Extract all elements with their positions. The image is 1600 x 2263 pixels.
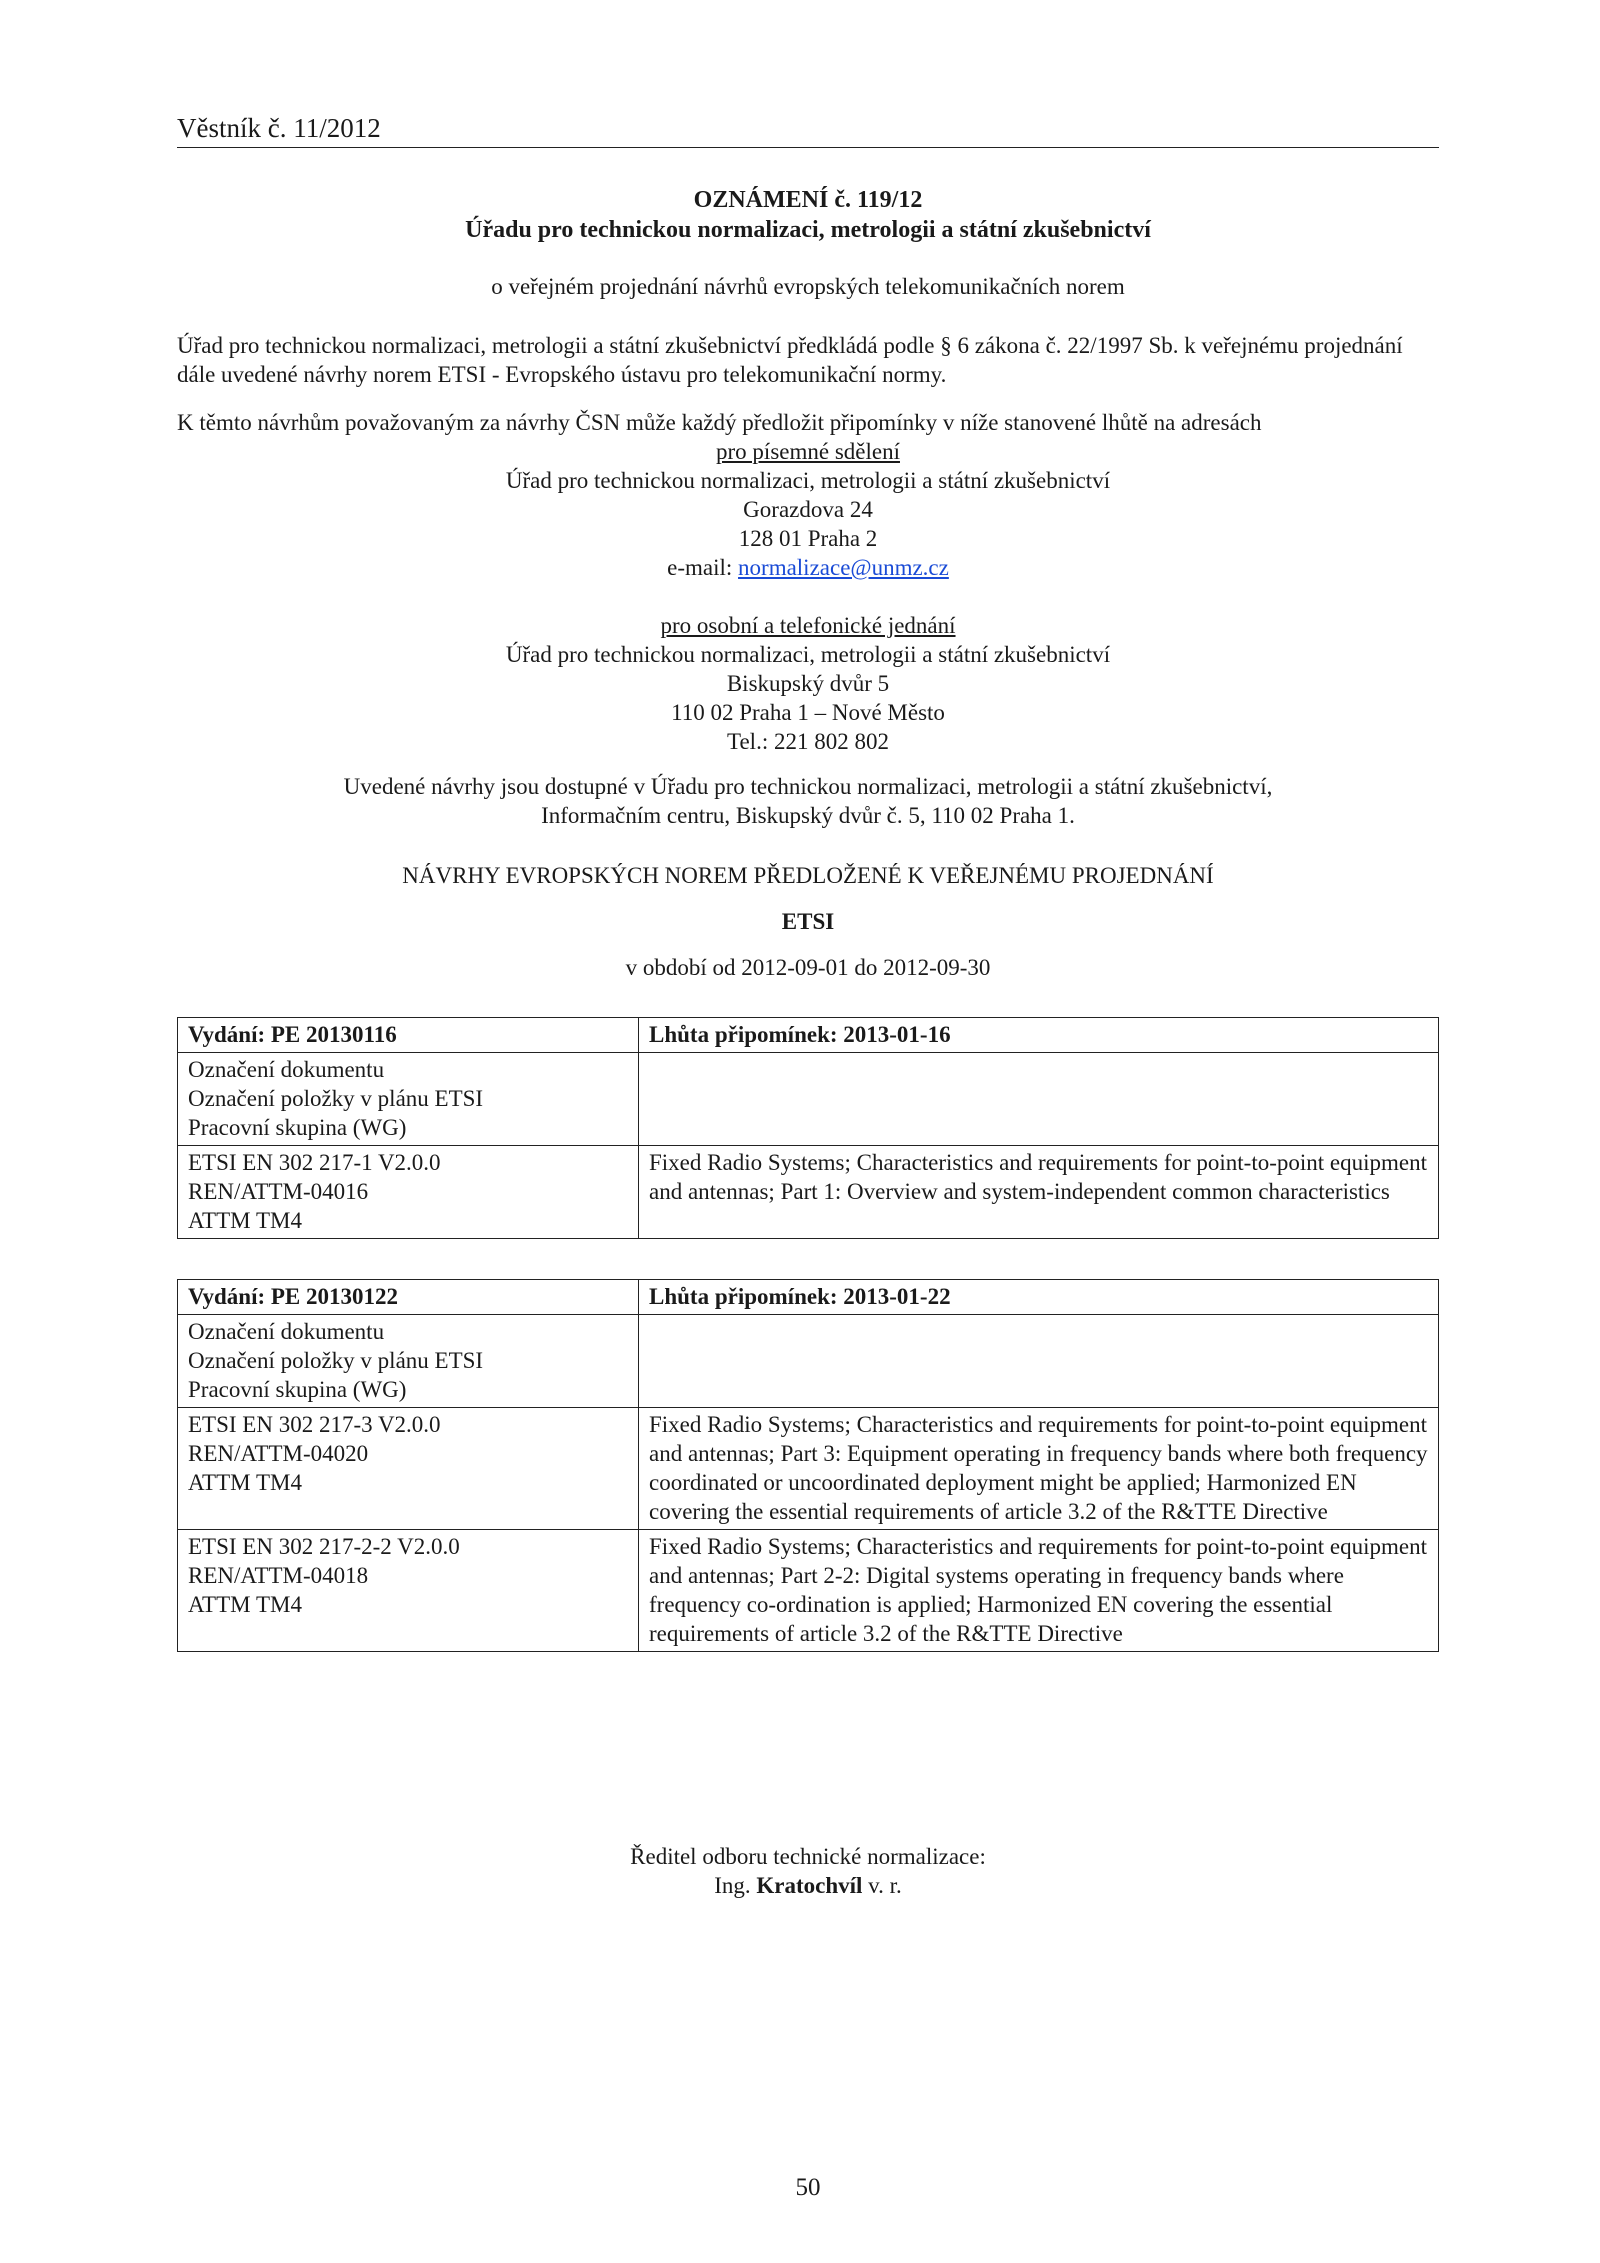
legend-cell [178, 1053, 639, 1146]
section-period: v období od 2012-09-01 do 2012-09-30 [625, 955, 991, 980]
announcement-number: OZNÁMENÍ č. 119/12 [693, 187, 923, 213]
plan-item-id: REN/ATTM-04016 [188, 1179, 369, 1204]
signature-block [177, 1842, 1439, 1900]
document-ids-cell [178, 1408, 639, 1530]
issue-cell: Vydání: PE 20130122 [178, 1280, 639, 1315]
announcement-issuer: Úřadu pro technickou normalizaci, metrologii a státní zkušebnictví [465, 217, 1151, 243]
plan-item-id: REN/ATTM-04020 [188, 1441, 369, 1466]
table-header-row [178, 1280, 1439, 1315]
signature-suffix: v. r. [862, 1873, 902, 1898]
written-address-org: Úřad pro technickou normalizaci, metrologii a státní zkušebnictví [505, 468, 1111, 493]
deadline-cell: Lhůta připomínek: 2013-01-22 [639, 1280, 1439, 1315]
written-address-heading: pro písemné sdělení [716, 439, 900, 464]
deadline-cell: Lhůta připomínek: 2013-01-16 [639, 1018, 1439, 1053]
plan-item-id: REN/ATTM-04018 [188, 1563, 369, 1588]
document-id: ETSI EN 302 217-1 V2.0.0 [188, 1150, 441, 1175]
proposal-table-2 [177, 1279, 1439, 1652]
legend-empty-cell [639, 1053, 1439, 1146]
written-address-block [177, 437, 1439, 582]
personal-address-block [177, 611, 1439, 756]
signature-title-prefix: Ing. [714, 1873, 757, 1898]
email-label: e-mail: [667, 555, 739, 580]
journal-header: Věstník č. 11/2012 [177, 112, 1439, 148]
signature-name: Kratochvíl [756, 1873, 863, 1898]
written-address-email-line [177, 553, 1439, 582]
legend-plan-item: Označení položky v plánu ETSI [188, 1086, 484, 1111]
legend-document-id: Označení dokumentu [188, 1319, 385, 1344]
working-group: ATTM TM4 [188, 1592, 302, 1617]
document-title: Fixed Radio Systems; Characteristics and requirements for point-to-point equipment and antennas; Part 3: Equipment operating in frequency bands where both frequency coordinated or uncoordinated deployment might be applied; Harmonized EN covering the essential requirements of article 3.2 of the R&TTE Directive [639, 1408, 1439, 1530]
table-row [178, 1408, 1439, 1530]
announcement-subject: o veřejném projednání návrhů evropských telekomunikačních norem [491, 274, 1125, 299]
document-title: Fixed Radio Systems; Characteristics and requirements for point-to-point equipment and antennas; Part 1: Overview and system-independent common characteristics [639, 1146, 1439, 1239]
availability-line-1: Uvedené návrhy jsou dostupné v Úřadu pro technickou normalizaci, metrologii a státní zkušebnictví, [343, 774, 1273, 799]
table-legend-row [178, 1315, 1439, 1408]
personal-address-street: Biskupský dvůr 5 [726, 671, 890, 696]
document-ids-cell [178, 1146, 639, 1239]
comments-paragraph: K těmto návrhům považovaným za návrhy ČSN může každý předložit připomínky v níže stanovené lhůtě na adresách [177, 410, 1262, 435]
signature-role: Ředitel odboru technické normalizace: [630, 1844, 986, 1869]
written-address-street: Gorazdova 24 [743, 497, 873, 522]
legend-plan-item: Označení položky v plánu ETSI [188, 1348, 484, 1373]
legend-working-group: Pracovní skupina (WG) [188, 1377, 407, 1402]
availability-line-2: Informačním centru, Biskupský dvůr č. 5, 110 02 Praha 1. [541, 803, 1075, 828]
legend-document-id: Označení dokumentu [188, 1057, 385, 1082]
legend-cell [178, 1315, 639, 1408]
personal-address-heading: pro osobní a telefonické jednání [660, 613, 956, 638]
document-id: ETSI EN 302 217-2-2 V2.0.0 [188, 1534, 460, 1559]
issue-cell: Vydání: PE 20130116 [178, 1018, 639, 1053]
proposal-table-1 [177, 1017, 1439, 1239]
email-link[interactable]: normalizace@unmz.cz [738, 555, 949, 580]
table-header-row [178, 1018, 1439, 1053]
intro-paragraph: Úřad pro technickou normalizaci, metrologii a státní zkušebnictví předkládá podle § 6 zákona č. 22/1997 Sb. k veřejnému projednání dále uvedené návrhy norem ETSI - Evropského ústavu pro telekomunikační normy. [177, 333, 1403, 387]
document-ids-cell [178, 1530, 639, 1652]
table-row [178, 1146, 1439, 1239]
written-address-city: 128 01 Praha 2 [738, 526, 878, 551]
document-id: ETSI EN 302 217-3 V2.0.0 [188, 1412, 441, 1437]
personal-address-city: 110 02 Praha 1 – Nové Město [671, 700, 945, 725]
section-organization: ETSI [781, 909, 835, 934]
section-heading: NÁVRHY EVROPSKÝCH NOREM PŘEDLOŽENÉ K VEŘEJNÉMU PROJEDNÁNÍ [402, 863, 1214, 888]
working-group: ATTM TM4 [188, 1208, 302, 1233]
page-number: 50 [795, 2174, 821, 2201]
working-group: ATTM TM4 [188, 1470, 302, 1495]
table-row [178, 1530, 1439, 1652]
personal-address-org: Úřad pro technickou normalizaci, metrologii a státní zkušebnictví [505, 642, 1111, 667]
signature-name-line [177, 1871, 1439, 1900]
availability-note [177, 772, 1439, 830]
table-legend-row [178, 1053, 1439, 1146]
personal-address-phone: Tel.: 221 802 802 [727, 729, 889, 754]
document-title: Fixed Radio Systems; Characteristics and requirements for point-to-point equipment and antennas; Part 2-2: Digital systems operating in frequency bands where frequency co-ordination is applied; Harmonized EN covering the essential requirements of article 3.2 of the R&TTE Directive [639, 1530, 1439, 1652]
legend-empty-cell [639, 1315, 1439, 1408]
legend-working-group: Pracovní skupina (WG) [188, 1115, 407, 1140]
